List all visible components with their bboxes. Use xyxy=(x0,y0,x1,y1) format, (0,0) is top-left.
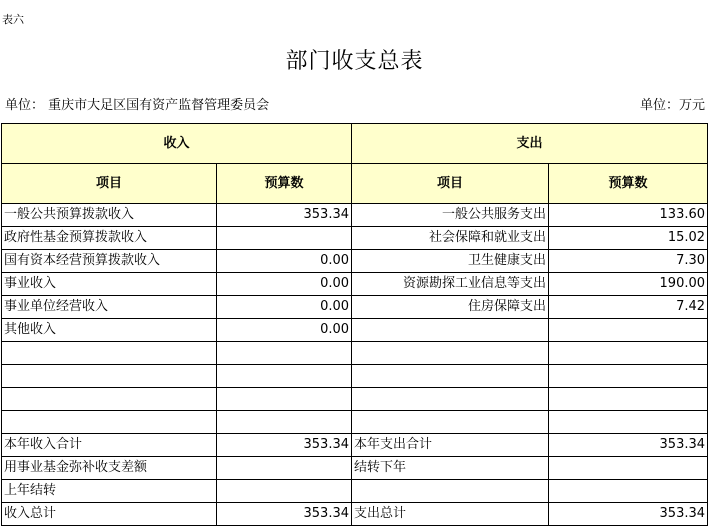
income-value-cell: 0.00 xyxy=(217,250,352,273)
expense-item-cell: 住房保障支出 xyxy=(352,296,549,319)
income-item-cell: 事业收入 xyxy=(2,273,217,296)
expense-item-cell: 本年支出合计 xyxy=(352,434,549,457)
expense-item-header: 项目 xyxy=(352,164,549,204)
expense-item-cell xyxy=(352,388,549,411)
expense-value-cell xyxy=(549,480,708,503)
summary-row xyxy=(2,503,708,526)
expense-value-cell: 190.00 xyxy=(549,273,708,296)
expense-value-cell: 353.34 xyxy=(549,503,708,526)
income-value-cell: 353.34 xyxy=(217,204,352,227)
table-row xyxy=(2,388,708,411)
expense-item-cell xyxy=(352,480,549,503)
summary-row xyxy=(2,434,708,457)
income-value-cell: 0.00 xyxy=(217,273,352,296)
table-row xyxy=(2,342,708,365)
unit-department: 单位： 重庆市大足区国有资产监督管理委员会 xyxy=(5,98,270,113)
income-section-header: 收入 xyxy=(2,124,352,164)
income-item-cell xyxy=(2,411,217,434)
expense-value-cell xyxy=(549,342,708,365)
table-row xyxy=(2,365,708,388)
income-value-cell: 353.34 xyxy=(217,434,352,457)
income-item-cell xyxy=(2,365,217,388)
income-item-cell xyxy=(2,342,217,365)
expense-value-cell: 7.42 xyxy=(549,296,708,319)
expense-value-cell: 7.30 xyxy=(549,250,708,273)
table-row xyxy=(2,250,708,273)
expense-value-cell: 15.02 xyxy=(549,227,708,250)
expense-value-cell xyxy=(549,365,708,388)
income-budget-header: 预算数 xyxy=(217,164,352,204)
expense-item-cell xyxy=(352,319,549,342)
expense-item-cell xyxy=(352,342,549,365)
table-row xyxy=(2,273,708,296)
income-item-cell: 其他收入 xyxy=(2,319,217,342)
table-row xyxy=(2,319,708,342)
expense-value-cell xyxy=(549,388,708,411)
table-row xyxy=(2,204,708,227)
expense-value-cell xyxy=(549,457,708,480)
income-value-cell: 0.00 xyxy=(217,319,352,342)
section-header-row xyxy=(2,124,708,164)
income-value-cell xyxy=(217,388,352,411)
page-title: 部门收支总表 xyxy=(285,49,424,74)
table-row xyxy=(2,411,708,434)
income-item-cell: 国有资本经营预算拨款收入 xyxy=(2,250,217,273)
expense-budget-header: 预算数 xyxy=(549,164,708,204)
income-value-cell: 0.00 xyxy=(217,296,352,319)
unit-currency: 单位：万元 xyxy=(639,98,705,113)
income-item-header: 项目 xyxy=(2,164,217,204)
table-number-tag: 表六 xyxy=(2,13,24,26)
income-item-cell: 上年结转 xyxy=(2,480,217,503)
expense-item-cell: 结转下年 xyxy=(352,457,549,480)
income-value-cell xyxy=(217,457,352,480)
column-header-row xyxy=(2,164,708,204)
income-item-cell: 政府性基金预算拨款收入 xyxy=(2,227,217,250)
expense-item-cell: 支出总计 xyxy=(352,503,549,526)
income-item-cell: 收入总计 xyxy=(2,503,217,526)
expense-item-cell xyxy=(352,411,549,434)
table-row xyxy=(2,227,708,250)
income-item-cell: 事业单位经营收入 xyxy=(2,296,217,319)
expense-item-cell: 卫生健康支出 xyxy=(352,250,549,273)
table-row xyxy=(2,296,708,319)
income-value-cell xyxy=(217,365,352,388)
income-value-cell xyxy=(217,411,352,434)
income-value-cell xyxy=(217,342,352,365)
expense-item-cell: 资源勘探工业信息等支出 xyxy=(352,273,549,296)
income-item-cell: 用事业基金弥补收支差额 xyxy=(2,457,217,480)
income-value-cell xyxy=(217,227,352,250)
expense-value-cell: 353.34 xyxy=(549,434,708,457)
budget-table xyxy=(1,123,708,526)
summary-row xyxy=(2,480,708,503)
income-item-cell: 一般公共预算拨款收入 xyxy=(2,204,217,227)
expense-item-cell xyxy=(352,365,549,388)
expense-value-cell: 133.60 xyxy=(549,204,708,227)
income-item-cell xyxy=(2,388,217,411)
income-value-cell xyxy=(217,480,352,503)
income-value-cell: 353.34 xyxy=(217,503,352,526)
expense-section-header: 支出 xyxy=(352,124,708,164)
expense-value-cell xyxy=(549,411,708,434)
expense-item-cell: 社会保障和就业支出 xyxy=(352,227,549,250)
expense-value-cell xyxy=(549,319,708,342)
summary-row xyxy=(2,457,708,480)
income-item-cell: 本年收入合计 xyxy=(2,434,217,457)
expense-item-cell: 一般公共服务支出 xyxy=(352,204,549,227)
